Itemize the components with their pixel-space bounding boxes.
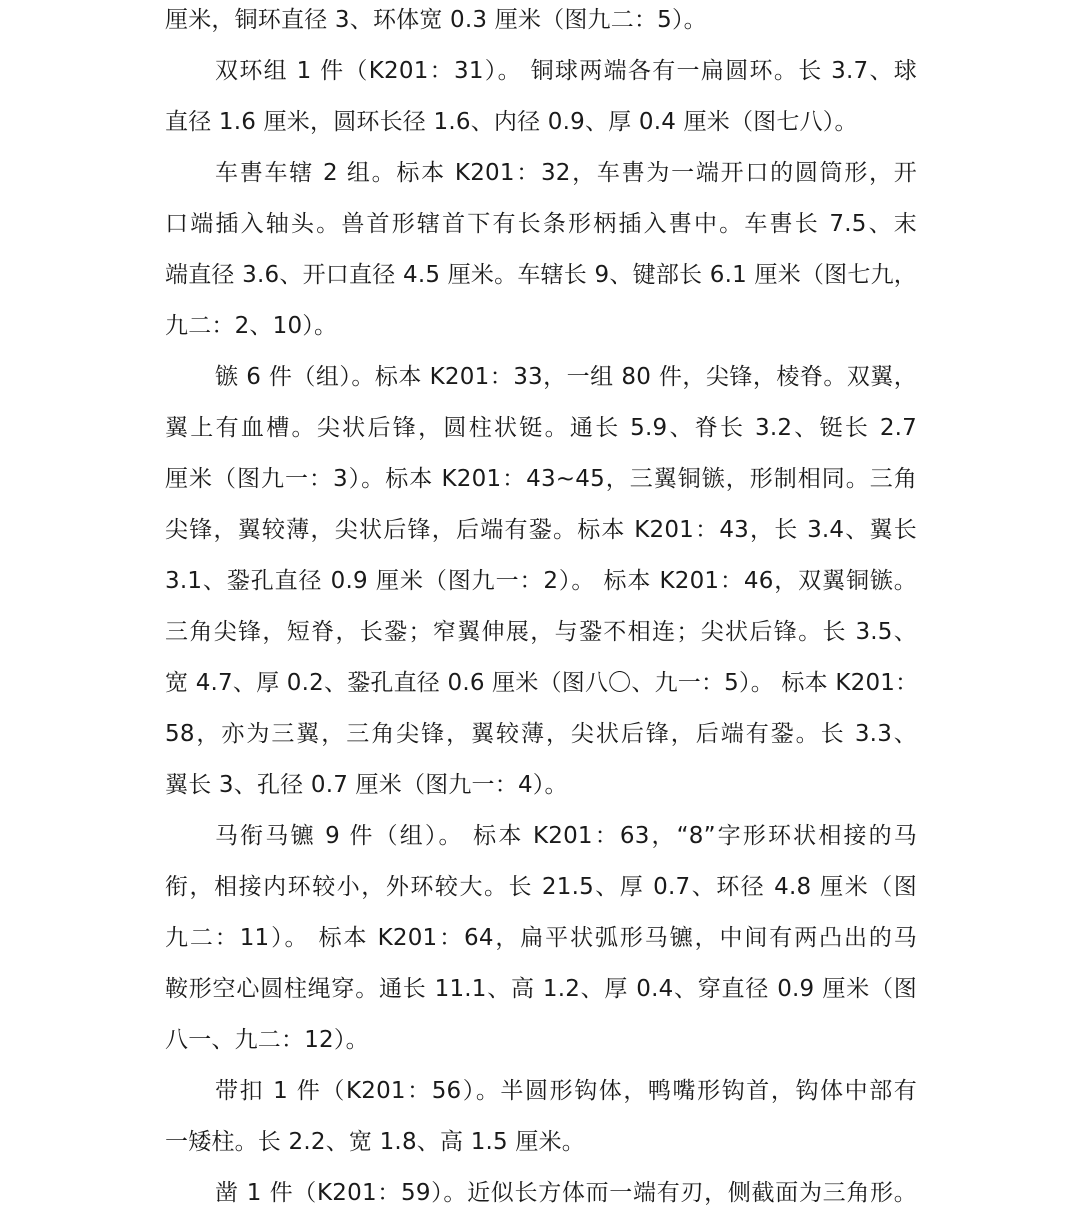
text-line: 九二：2、10）。	[165, 313, 338, 339]
paragraph-first-line: 镞 6 件（组）。标本 K201：33，一组 80 件，尖锋，棱脊。双翼，	[215, 364, 917, 390]
text-line: 厘米，铜环直径 3、环体宽 0.3 厘米（图九二：5）。	[165, 7, 707, 33]
text-line: 3.1、銎孔直径 0.9 厘米（图九一：2）。 标本 K201：46，双翼铜镞。	[165, 568, 917, 594]
text-line: 翼上有血槽。尖状后锋，圆柱状铤。通长 5.9、脊长 3.2、铤长 2.7	[165, 415, 917, 441]
text-line: 八一、九二：12）。	[165, 1027, 369, 1053]
paragraph-first-line: 双环组 1 件（K201：31）。 铜球两端各有一扁圆环。长 3.7、球	[215, 58, 917, 84]
text-line: 口端插入轴头。兽首形辖首下有长条形柄插入軎中。车軎长 7.5、末	[165, 211, 917, 237]
text-line: 58，亦为三翼，三角尖锋，翼较薄，尖状后锋，后端有銎。长 3.3、	[165, 721, 917, 747]
text-line: 尖锋，翼较薄，尖状后锋，后端有銎。标本 K201：43，长 3.4、翼长	[165, 517, 917, 543]
text-line: 三角尖锋，短脊，长銎；窄翼伸展，与銎不相连；尖状后锋。长 3.5、	[165, 619, 917, 645]
paragraph-first-line: 凿 1 件（K201：59）。近似长方体而一端有刃，侧截面为三角形。	[215, 1180, 917, 1206]
paragraph-first-line: 带扣 1 件（K201：56）。半圆形钩体，鸭嘴形钩首，钩体中部有	[215, 1078, 917, 1104]
text-line: 宽 4.7、厚 0.2、銎孔直径 0.6 厘米（图八〇、九一：5）。 标本 K201：	[165, 670, 919, 696]
text-line: 一矮柱。长 2.2、宽 1.8、高 1.5 厘米。	[165, 1129, 585, 1155]
paragraph-first-line: 车軎车辖 2 组。标本 K201：32，车軎为一端开口的圆筒形，开	[215, 160, 917, 186]
text-line: 直径 1.6 厘米，圆环长径 1.6、内径 0.9、厚 0.4 厘米（图七八）。	[165, 109, 858, 135]
text-line: 衔，相接内环较小，外环较大。长 21.5、厚 0.7、环径 4.8 厘米（图	[165, 874, 917, 900]
text-line: 端直径 3.6、开口直径 4.5 厘米。车辖长 9、键部长 6.1 厘米（图七九，	[165, 262, 917, 288]
text-line: 鞍形空心圆柱绳穿。通长 11.1、高 1.2、厚 0.4、穿直径 0.9 厘米（图	[165, 976, 917, 1002]
text-line: 厘米（图九一：3）。标本 K201：43~45，三翼铜镞，形制相同。三角	[165, 466, 917, 492]
text-line: 九二：11）。 标本 K201：64，扁平状弧形马镳，中间有两凸出的马	[165, 925, 917, 951]
paragraph-first-line: 马衔马镳 9 件（组）。 标本 K201：63，“8”字形环状相接的马	[215, 823, 917, 849]
text-line: 翼长 3、孔径 0.7 厘米（图九一：4）。	[165, 772, 568, 798]
